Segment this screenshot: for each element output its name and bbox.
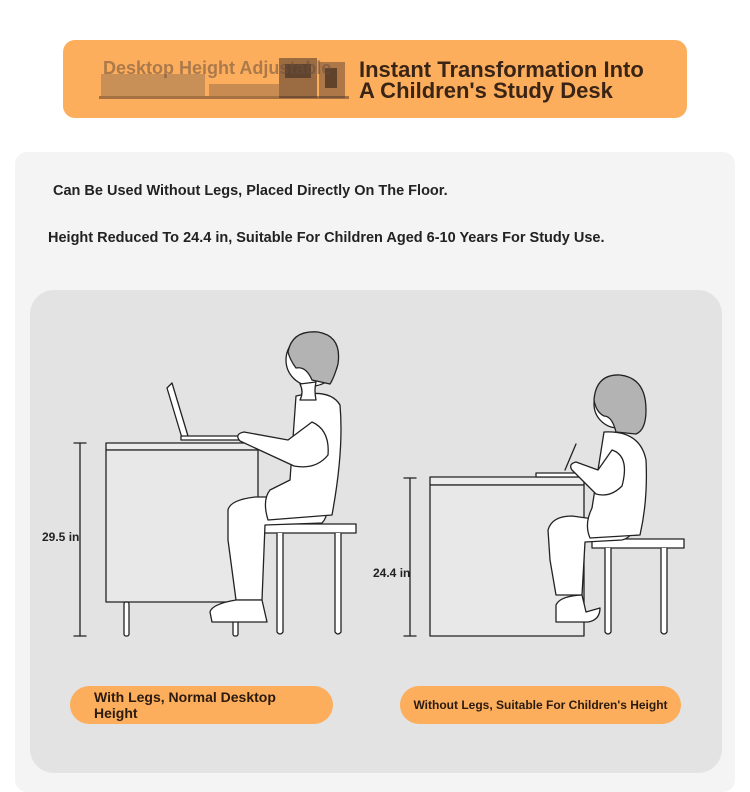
stool-left bbox=[263, 524, 356, 634]
without-legs-label-text: Without Legs, Suitable For Children's Height bbox=[413, 698, 668, 712]
without-legs-label bbox=[400, 686, 681, 724]
description-line-2: Height Reduced To 24.4 in, Suitable For Children Aged 6-10 Years For Study Use. bbox=[48, 230, 605, 246]
stool-right bbox=[592, 539, 684, 634]
with-legs-label-text: With Legs, Normal Desktop Height bbox=[94, 689, 276, 721]
laptop bbox=[167, 383, 253, 440]
photo-overlay-text: Desktop Height Adjustable bbox=[103, 58, 332, 78]
with-legs-label bbox=[70, 686, 333, 724]
banner-title-line1: Instant Transformation Into bbox=[359, 57, 644, 82]
dimension-line-right bbox=[404, 478, 416, 636]
dimension-label-right: 24.4 in bbox=[373, 566, 411, 580]
dimension-label-left: 29.5 in bbox=[42, 530, 80, 544]
description-line-1: Can Be Used Without Legs, Placed Directly On The Floor. bbox=[53, 183, 448, 199]
banner-title-line2: A Children's Study Desk bbox=[359, 78, 613, 103]
